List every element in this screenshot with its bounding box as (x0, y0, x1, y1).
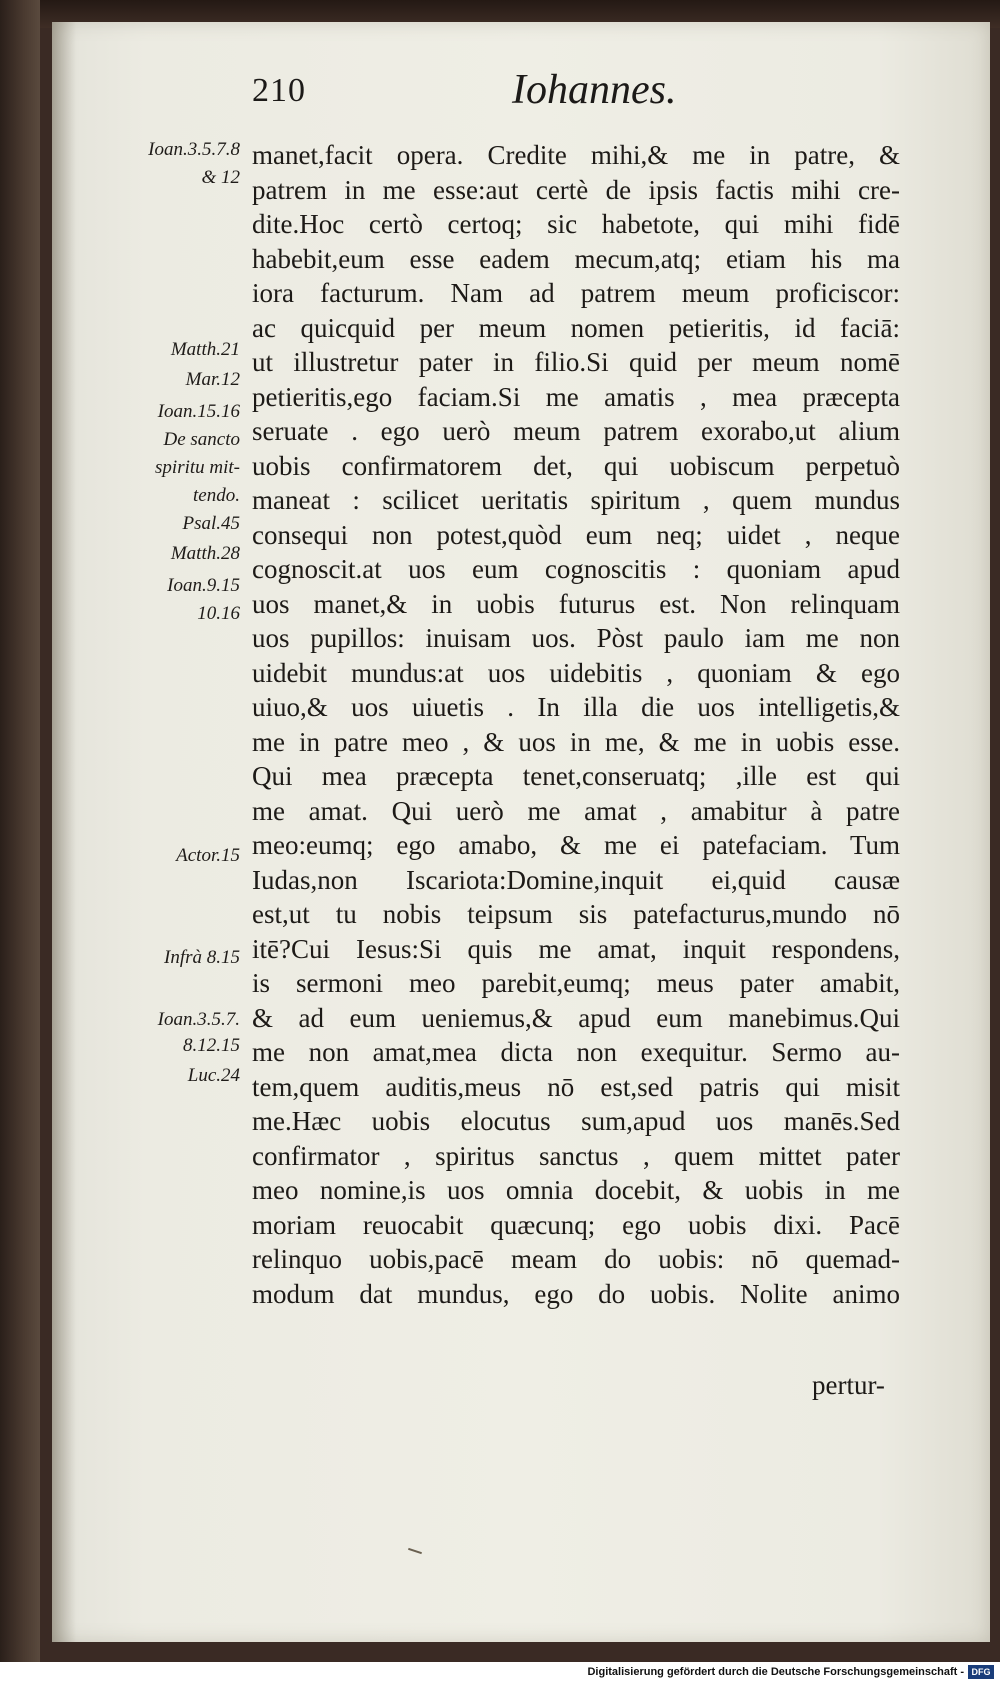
margin-note: Matth.21 (170, 339, 240, 360)
text-line: est,ut tu nobis teipsum sis patefacturus,mundo nō (252, 899, 900, 929)
text-line: me non amat,mea dicta non exequitur. Sermo au- (252, 1037, 900, 1067)
text-line: me in patre meo , & uos in me, & me in uobis esse. (252, 726, 900, 757)
margin-note: Matth.28 (170, 543, 240, 564)
text-line: me.Hæc uobis elocutus sum,apud uos manēs.Sed (252, 1106, 900, 1136)
margin-notes (90, 138, 240, 1138)
margin-note: Luc.24 (187, 1065, 240, 1086)
margin-note: Ioan.3.5.7.8 (148, 139, 240, 160)
text-line: ac quicquid per meum nomen petieritis, id faciā: (252, 312, 900, 343)
text-line: relinquo uobis,pacē meam do uobis: nō quemad- (252, 1244, 900, 1274)
margin-note: Infrà 8.15 (164, 947, 240, 968)
margin-note: 10.16 (197, 603, 240, 624)
text-line: ut illustretur pater in filio.Si quid per meum nomē (252, 347, 900, 377)
text-line: moriam reuocabit quæcunq; ego uobis dixi. Pacē (252, 1209, 900, 1240)
text-line: uiuo,& uos uiuetis . In illa die uos intelligetis,& (252, 692, 900, 722)
body-text (252, 138, 900, 1311)
page-number: 210 (252, 72, 306, 109)
text-line: uos manet,& in uobis futurus est. Non relinquam (252, 588, 900, 619)
text-line: is sermoni meo parebit,eumq; meus pater amabit, (252, 968, 900, 998)
text-line: consequi non potest,quòd eum neq; uidet , neque (252, 519, 900, 550)
text-line: uos pupillos: inuisam uos. Pòst paulo iam me non (252, 623, 900, 653)
margin-note: Ioan.3.5.7. (157, 1009, 240, 1030)
text-line: & ad eum ueniemus,& apud eum manebimus.Qui (252, 1002, 900, 1033)
text-line: seruate . ego uerò meum patrem exorabo,ut alium (252, 416, 900, 446)
spine-shadow (52, 22, 76, 1642)
text-line: cognoscit.at uos eum cognoscitis : quoniam apud (252, 554, 900, 584)
text-line: uobis confirmatorem det, qui uobiscum perpetuò (252, 450, 900, 481)
text-line: dite.Hoc certò certoq; sic habetote, qui mihi fidē (252, 209, 900, 239)
text-line: tem,quem auditis,meus nō est,sed patris qui misit (252, 1071, 900, 1102)
margin-note: spiritu mit- (155, 457, 240, 478)
margin-note: 8.12.15 (183, 1035, 240, 1056)
text-line: manet,facit opera. Credite mihi,& me in patre, & (252, 140, 900, 170)
text-line: modum dat mundus, ego do uobis. Nolite animo (252, 1278, 900, 1309)
running-title: Iohannes. (512, 67, 677, 113)
dfg-logo-icon: DFG (968, 1665, 994, 1679)
margin-note: tendo. (193, 485, 240, 506)
attribution-bar (0, 1662, 1000, 1684)
margin-note: & 12 (201, 167, 240, 188)
text-line: iora facturum. Nam ad patrem meum proficiscor: (252, 278, 900, 308)
attribution-text: Digitalisierung gefördert durch die Deutsche Forschungsgemeinschaft - (587, 1666, 964, 1678)
text-line: petieritis,ego faciam.Si me amatis , mea præcepta (252, 381, 900, 412)
text-line: patrem in me esse:aut certè de ipsis factis mihi cre- (252, 174, 900, 205)
margin-note: Mar.12 (185, 369, 240, 390)
text-line: uidebit mundus:at uos uidebitis , quoniam & ego (252, 657, 900, 688)
running-head (252, 67, 892, 142)
text-line: me amat. Qui uerò me amat , amabitur à patre (252, 795, 900, 826)
margin-note: Actor.15 (176, 845, 240, 866)
text-line: itē?Cui Iesus:Si quis me amat, inquit respondens, (252, 933, 900, 964)
text-line: Qui mea præcepta tenet,conseruatq; ,ille est qui (252, 761, 900, 791)
text-line: meo nomine,is uos omnia docebit, & uobis in me (252, 1175, 900, 1205)
text-line: meo:eumq; ego amabo, & me ei patefaciam. Tum (252, 830, 900, 860)
text-line: maneat : scilicet ueritatis spiritum , quem mundus (252, 485, 900, 515)
margin-note: Ioan.9.15 (167, 575, 240, 596)
book-edge-left (0, 0, 40, 1662)
text-line: confirmator , spiritus sanctus , quem mittet pater (252, 1140, 900, 1171)
text-line: habebit,eum esse eadem mecum,atq; etiam his ma (252, 243, 900, 274)
margin-note: De sancto (163, 429, 240, 450)
margin-note: Ioan.15.16 (157, 401, 240, 422)
text-line: Iudas,non Iscariota:Domine,inquit ei,quid causæ (252, 864, 900, 895)
catchword: pertur- (812, 1370, 885, 1400)
margin-note: Psal.45 (182, 513, 240, 534)
